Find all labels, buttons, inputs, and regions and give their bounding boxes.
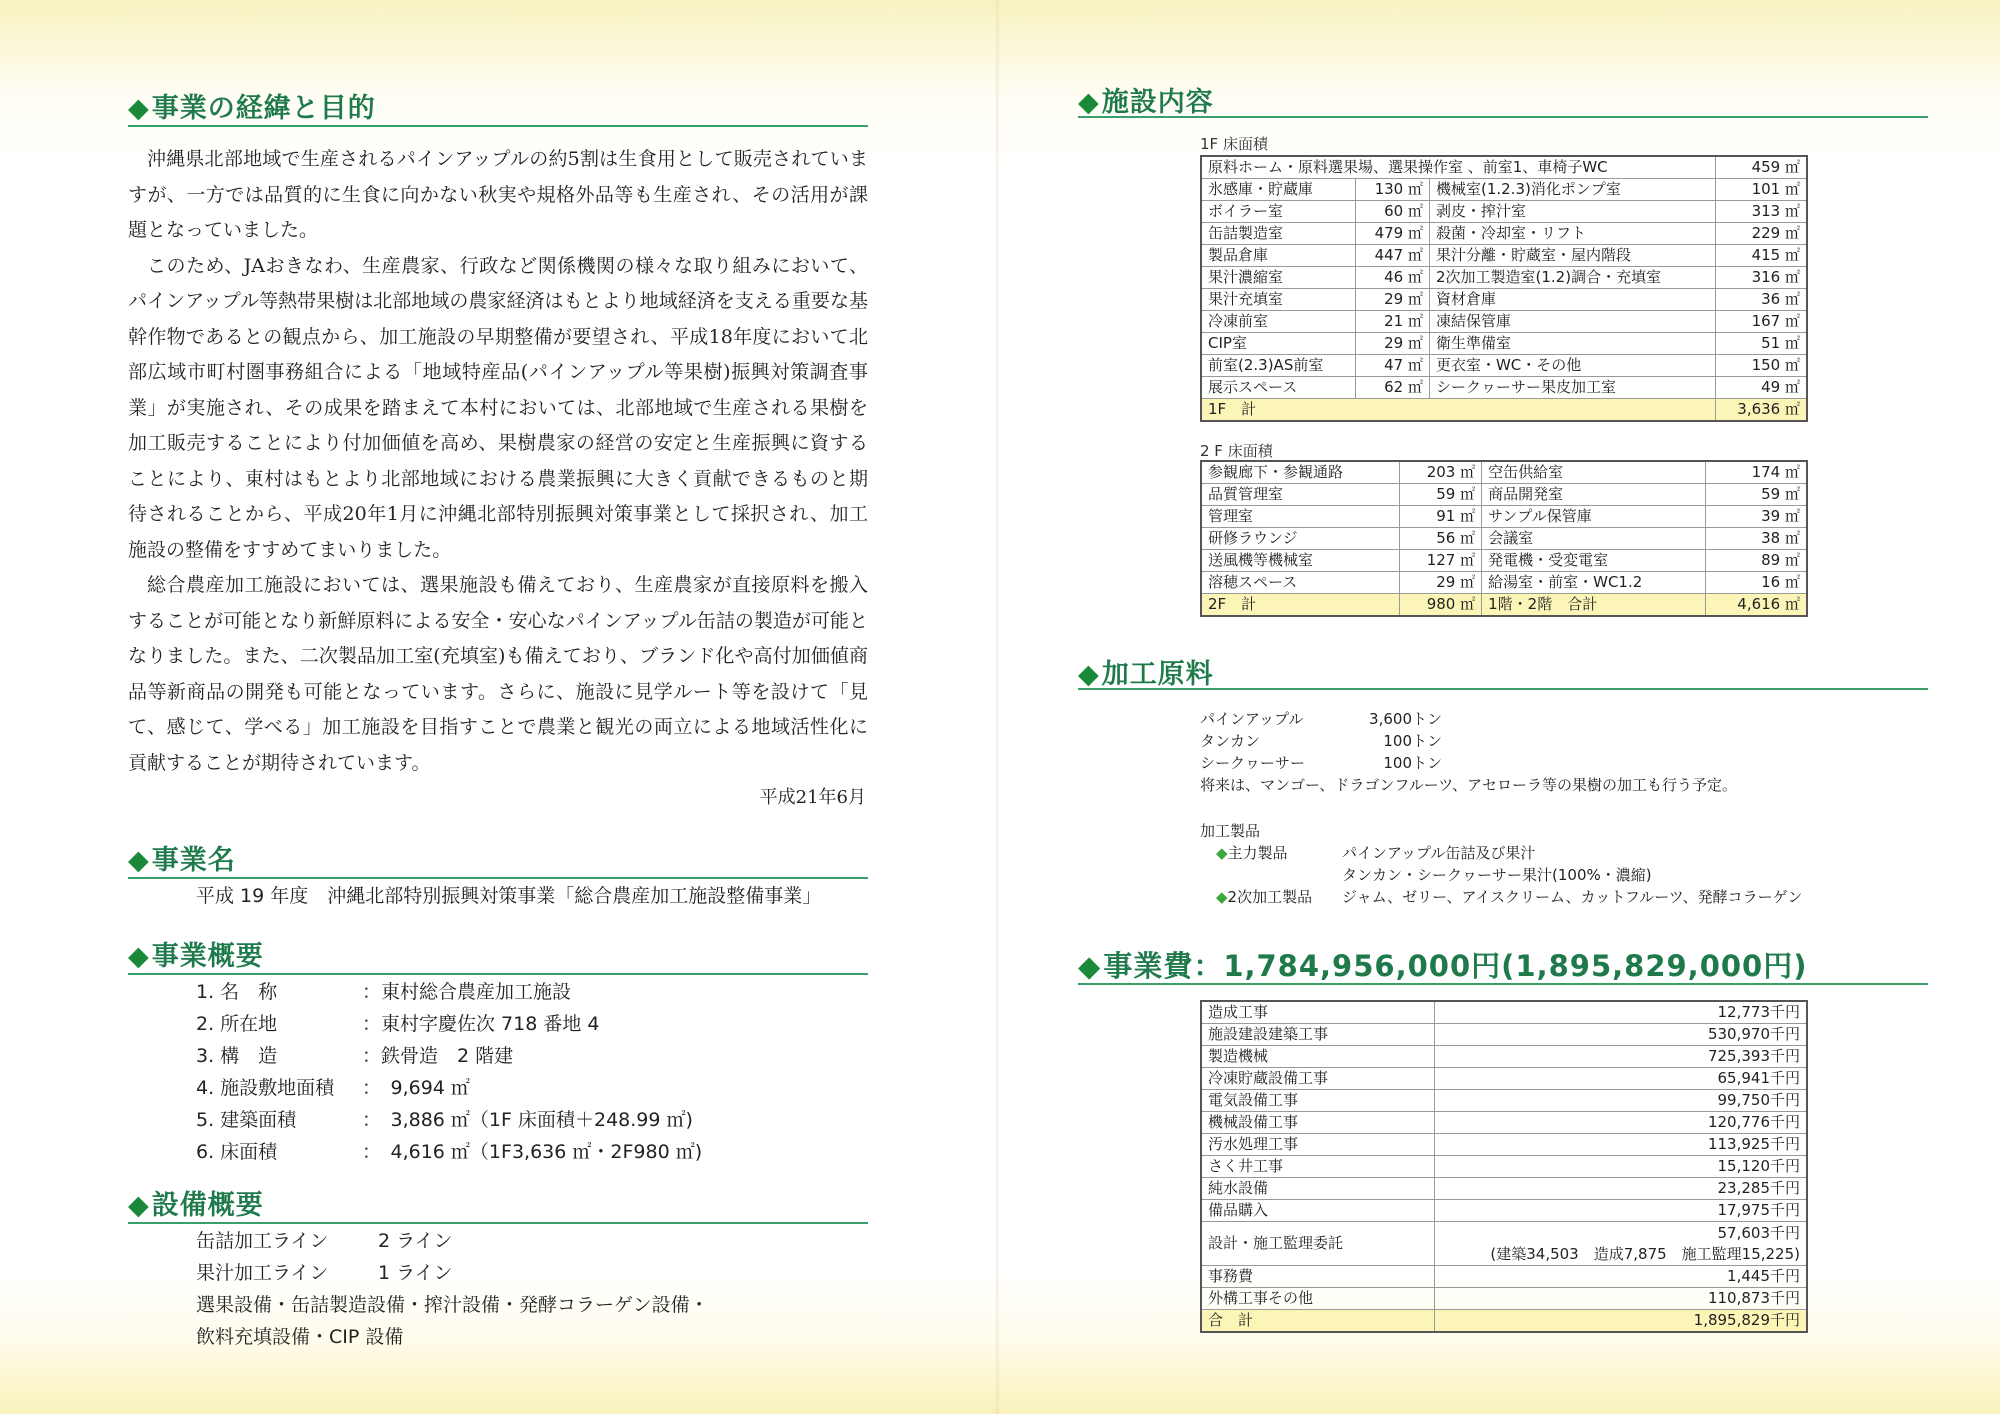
diamond-icon: ◆ bbox=[1078, 659, 1100, 690]
raw-material-name: シークヮーサー bbox=[1200, 754, 1306, 772]
section-rule bbox=[128, 973, 868, 975]
table-row: 製造機械 725,393千円 bbox=[1201, 1046, 1807, 1068]
diamond-icon: ◆ bbox=[128, 93, 150, 124]
table-row: 設計・施工監理委託 57,603千円 (建築34,503 造成7,875 施工監理15,225) bbox=[1201, 1222, 1807, 1266]
table-row: 缶詰製造室 479 ㎡ 殺菌・冷却室・リフト 229 ㎡ bbox=[1201, 223, 1807, 245]
table-row: 施設建設建築工事 530,970千円 bbox=[1201, 1024, 1807, 1046]
main-product-label: ◆主力製品 bbox=[1216, 844, 1288, 862]
table-row: 氷感庫・貯蔵庫 130 ㎡ 機械室(1.2.3)消化ポンプ室 101 ㎡ bbox=[1201, 179, 1807, 201]
table-row: 溶穂スペース 29 ㎡ 給湯室・前室・WC1.2 16 ㎡ bbox=[1201, 572, 1807, 594]
table-row: 備品購入 17,975千円 bbox=[1201, 1200, 1807, 1222]
diamond-icon: ◆ bbox=[1216, 844, 1228, 862]
table-row: 冷凍貯蔵設備工事 65,941千円 bbox=[1201, 1068, 1807, 1090]
date: 平成21年6月 bbox=[759, 787, 866, 808]
section-rule bbox=[1078, 688, 1928, 690]
floor1-table bbox=[1200, 155, 1808, 422]
table-row: 品質管理室 59 ㎡ 商品開発室 59 ㎡ bbox=[1201, 484, 1807, 506]
equipment-line-label: 缶詰加工ライン bbox=[196, 1230, 329, 1252]
table-row: 純水設備 23,285千円 bbox=[1201, 1178, 1807, 1200]
raw-material-name: パインアップル bbox=[1200, 710, 1304, 728]
secondary-products: ジャム、ゼリー、アイスクリーム、カットフルーツ、発酵コラーゲン bbox=[1342, 888, 1803, 906]
table-row: ボイラー室 60 ㎡ 剥皮・搾汁室 313 ㎡ bbox=[1201, 201, 1807, 223]
diamond-icon: ◆ bbox=[128, 941, 150, 972]
table-row: 汚水処理工事 113,925千円 bbox=[1201, 1134, 1807, 1156]
floor1-caption: 1F 床面積 bbox=[1200, 135, 1268, 153]
table-row: 原料ホーム・原料選果場、選果操作室 、前室1、車椅子WC 459 ㎡ bbox=[1201, 156, 1807, 179]
paragraph: 総合農産加工施設においては、選果施設も備えており、生産農家が直接原料を搬入することが可能となり新鮮原料による安全・安心なパインアップル缶詰の製造が可能となりました。また、二次製品加工室(充填室)も備えており、ブランド化や高付加価値商品等新商品の開発も可能となっています。さらに、施設に見学ルート等を設けて「見て、感じて、学べる」加工施設を目指すことで農業と観光の両立による地域活性化に貢献することが期待されています。 bbox=[128, 574, 868, 774]
equipment-line-label: 果汁加工ライン bbox=[196, 1262, 329, 1284]
table-row: 参観廊下・参観通路 203 ㎡ 空缶供給室 174 ㎡ bbox=[1201, 461, 1807, 484]
raw-material-amount: 3,600トン bbox=[1369, 710, 1442, 728]
table-row: 機械設備工事 120,776千円 bbox=[1201, 1112, 1807, 1134]
section-title-facility: ◆施設内容 bbox=[1078, 87, 1214, 118]
section-rule bbox=[1078, 116, 1928, 118]
floor2-caption: 2 F 床面積 bbox=[1200, 442, 1273, 460]
section-rule bbox=[128, 1222, 868, 1224]
project-name: 平成 19 年度 沖縄北部特別振興対策事業「総合農産加工施設整備事業」 bbox=[196, 885, 822, 907]
paragraph: 沖縄県北部地域で生産されるパインアップルの約5割は生食用として販売されていますが、一方では品質的に生食に向かない秋実や規格外品等も生産され、その活用が課題となっていました。 bbox=[128, 148, 868, 241]
equipment-list: 飲料充填設備・CIP 設備 bbox=[196, 1326, 404, 1348]
table-row: 製品倉庫 447 ㎡ 果汁分離・貯蔵室・屋内階段 415 ㎡ bbox=[1201, 245, 1807, 267]
total-row: 2F 計 980 ㎡ 1階・2階 合計 4,616 ㎡ bbox=[1201, 594, 1807, 617]
table-row: 研修ラウンジ 56 ㎡ 会議室 38 ㎡ bbox=[1201, 528, 1807, 550]
table-row: 果汁充填室 29 ㎡ 資材倉庫 36 ㎡ bbox=[1201, 289, 1807, 311]
section-rule bbox=[128, 125, 868, 127]
secondary-product-label: ◆2次加工製品 bbox=[1216, 888, 1313, 906]
products-caption: 加工製品 bbox=[1200, 822, 1261, 840]
left-page: ◆事業の経緯と目的 沖縄県北部地域で生産されるパインアップルの約5割は生食用として販売されていますが、一方では品質的に生食に向かない秋実や規格外品等も生産され、その活用が課題となっていました。 このため、JAおきなわ、生産農家、行政など関係機関の様々な取り組みにおいて、パインアップル等熱帯果樹は北部地域の農家経済はもとより地域経済を支える重要な基幹作物であるとの観点から、加工施設の早期整備が要望され、平成18年度において北部広域市町村圏事務組合による「地域特産品(パインアップル等果樹)振興対策調査事業」が実施され、その成果を踏まえて本村においては、北部地域で生産される果樹を加工販売することにより付加価値を高め、果樹農家の経営の安定と生産振興に資することにより、東村はもとより北部地域における農業振興に大きく貢献できるものと期待されることから、平成20年1月に沖縄北部特別振興対策事業として採択され、加工施設の整備をすすめてまいりました。 総合農産加工施設においては、選果施設も備えており、生産農家が直接原料を搬入することが可能となり新鮮原料による安全・安心なパインアップル缶詰の製造が可能となりました。また、二次製品加工室(充填室)も備えており、ブランド化や高付加価値商品等新商品の開発も可能となっています。さらに、施設に見学ルート等を設けて「見て、感じて、学べる」加工施設を目指すことで農業と観光の両立による地域活性化に貢献することが期待されています。 平成21年6月 ◆事業名 平成 19 年度 沖縄北部特別振興対策事業「総合農産加工施設整備事業」 ◆事業概要 1. 名 称 ：東村総合農産加工施設 2. 所在地 ：東村字慶佐次 718 番地 4 3. 構 造 ：鉄骨造 2 階建 4. 施設敷地面積 ： 9,694 ㎡ 5. 建築面積 ： 3,886 ㎡（1F 床面積＋248.99 ㎡) 6. 床面積 ： 4,616 ㎡（1F3,636 ㎡・2F980 ㎡) ◆設備概要 缶詰加工ライン 2 ライン 果汁加工ライン 1 ライン 選果設備・缶詰製造設備・搾汁設備・発酵コラーゲン設備・ 飲料充填設備・CIP 設備 bbox=[0, 0, 1000, 1414]
diamond-icon: ◆ bbox=[1078, 87, 1100, 118]
table-row: 前室(2.3)AS前室 47 ㎡ 更衣室・WC・その他 150 ㎡ bbox=[1201, 355, 1807, 377]
table-row: 展示スペース 62 ㎡ シークヮーサー果皮加工室 49 ㎡ bbox=[1201, 377, 1807, 399]
section-title-equipment: ◆設備概要 bbox=[128, 1190, 264, 1221]
section-title-raw-materials: ◆加工原料 bbox=[1078, 659, 1214, 690]
equipment-line-value: 1 ライン bbox=[378, 1262, 453, 1284]
section-rule bbox=[128, 877, 868, 879]
section-title-background: ◆事業の経緯と目的 bbox=[128, 93, 376, 124]
table-row: 事務費 1,445千円 bbox=[1201, 1266, 1807, 1288]
table-row: 管理室 91 ㎡ サンプル保管庫 39 ㎡ bbox=[1201, 506, 1807, 528]
diamond-icon: ◆ bbox=[1078, 949, 1102, 983]
right-page bbox=[1000, 0, 2000, 1414]
table-row: 外構工事その他 110,873千円 bbox=[1201, 1288, 1807, 1310]
diamond-icon: ◆ bbox=[128, 1190, 150, 1221]
floor2-table bbox=[1200, 460, 1808, 617]
raw-material-amount: 100トン bbox=[1383, 754, 1442, 772]
diamond-icon: ◆ bbox=[128, 845, 150, 876]
total-row: 1F 計 3,636 ㎡ bbox=[1201, 399, 1807, 422]
table-row: 電気設備工事 99,750千円 bbox=[1201, 1090, 1807, 1112]
table-row: 果汁濃縮室 46 ㎡ 2次加工製造室(1.2)調合・充填室 316 ㎡ bbox=[1201, 267, 1807, 289]
total-row: 合 計 1,895,829千円 bbox=[1201, 1310, 1807, 1333]
section-title-overview: ◆事業概要 bbox=[128, 941, 264, 972]
equipment-list: 選果設備・缶詰製造設備・搾汁設備・発酵コラーゲン設備・ bbox=[196, 1294, 709, 1316]
equipment-line-value: 2 ライン bbox=[378, 1230, 453, 1252]
diamond-icon: ◆ bbox=[1216, 888, 1228, 906]
section-rule bbox=[1078, 983, 1928, 985]
raw-material-amount: 100トン bbox=[1383, 732, 1442, 750]
main-product: パインアップル缶詰及び果汁 bbox=[1342, 844, 1536, 862]
raw-material-name: タンカン bbox=[1200, 732, 1261, 750]
background-text bbox=[128, 142, 868, 781]
section-title-project-cost: ◆事業費：1,784,956,000円(1,895,829,000円) bbox=[1078, 949, 1808, 983]
table-row: CIP室 29 ㎡ 衛生準備室 51 ㎡ bbox=[1201, 333, 1807, 355]
main-product: タンカン・シークヮーサー果汁(100%・濃縮) bbox=[1342, 866, 1652, 884]
paragraph: このため、JAおきなわ、生産農家、行政など関係機関の様々な取り組みにおいて、パインアップル等熱帯果樹は北部地域の農家経済はもとより地域経済を支える重要な基幹作物であるとの観点から、加工施設の早期整備が要望され、平成18年度において北部広域市町村圏事務組合による「地域特産品(パインアップル等果樹)振興対策調査事業」が実施され、その成果を踏まえて本村においては、北部地域で生産される果樹を加工販売することにより付加価値を高め、果樹農家の経営の安定と生産振興に資することにより、東村はもとより北部地域における農業振興に大きく貢献できるものと期待されることから、平成20年1月に沖縄北部特別振興対策事業として採択され、加工施設の整備をすすめてまいりました。 bbox=[128, 254, 868, 561]
table-row: さく井工事 15,120千円 bbox=[1201, 1156, 1807, 1178]
table-row: 造成工事 12,773千円 bbox=[1201, 1001, 1807, 1024]
table-row: 送風機等機械室 127 ㎡ 発電機・受変電室 89 ㎡ bbox=[1201, 550, 1807, 572]
section-title-project-name: ◆事業名 bbox=[128, 845, 236, 876]
table-row: 冷凍前室 21 ㎡ 凍結保管庫 167 ㎡ bbox=[1201, 311, 1807, 333]
raw-note: 将来は、マンゴー、ドラゴンフルーツ、アセローラ等の果樹の加工も行う予定。 bbox=[1200, 776, 1738, 794]
cost-table bbox=[1200, 1000, 1808, 1333]
